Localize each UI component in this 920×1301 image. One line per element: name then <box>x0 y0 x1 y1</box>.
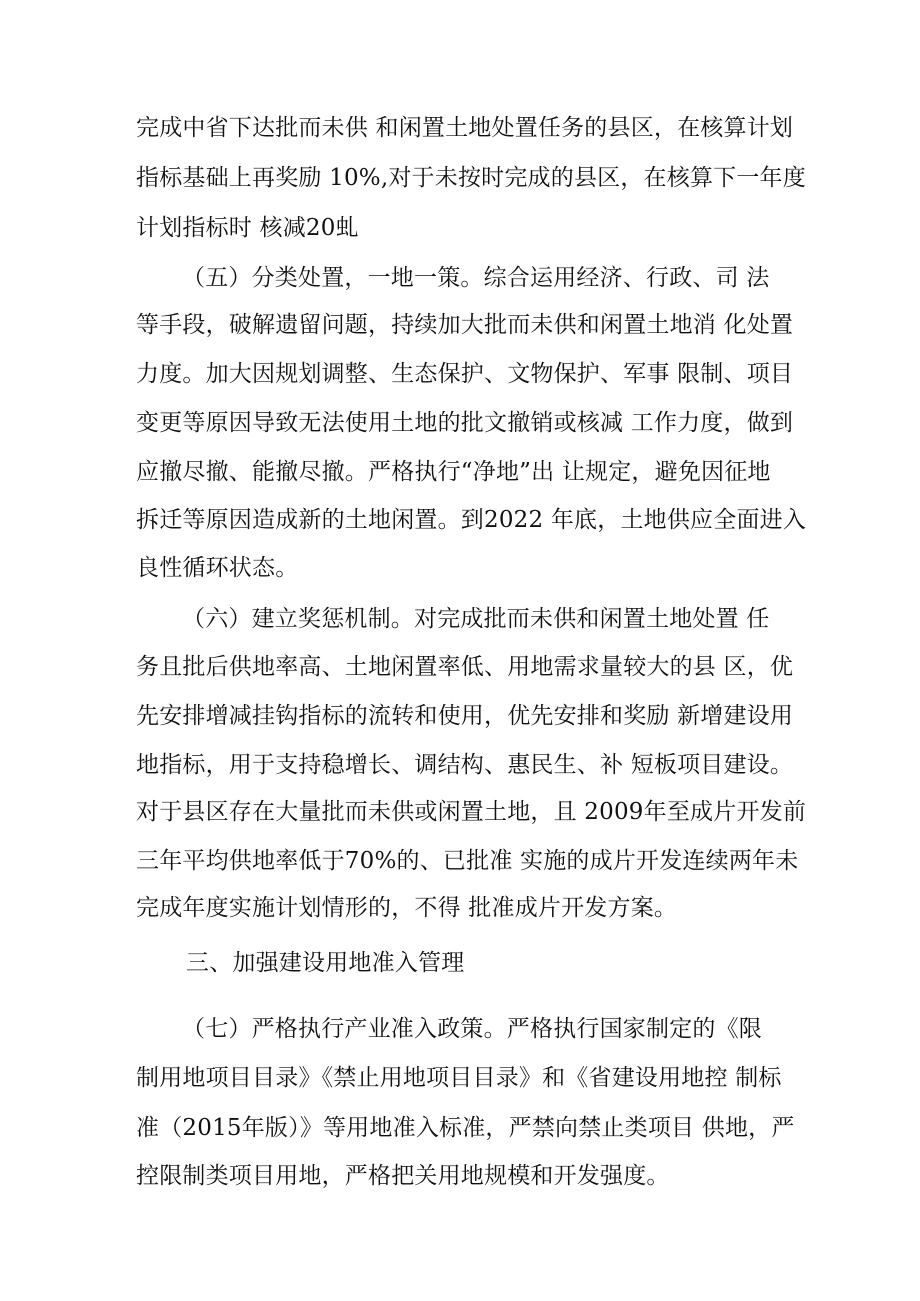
text-line-6: 力度。加大因规划调整、生态保护、文物保护、军事 限制、项目 <box>136 361 794 387</box>
text-line-9: 拆迁等原因造成新的土地闲置。到2022 年底，土地供应全面进入 <box>136 507 807 533</box>
text-line-20: 制用地项目目录》《禁止用地项目目录》和《省建设用地控 制标 <box>136 1065 782 1091</box>
text-line-21: 准（2015年版）》等用地准入标准，严禁向禁止类项目 供地，严 <box>136 1115 795 1141</box>
text-line-7: 变更等原因导致无法使用土地的批文撤销或核减 工作力度，做到 <box>136 410 794 436</box>
text-line-13: 先安排增减挂钩指标的流转和使用，优先安排和奖励 新增建设用 <box>136 703 794 729</box>
text-line-15: 对于县区存在大量批而未供或闲置土地，且 2009年至成片开发前 <box>136 799 807 825</box>
text-line-16: 三年平均供地率低于70%的、已批准 实施的成片开发连续两年未 <box>136 848 799 874</box>
text-line-10: 良性循环状态。 <box>136 555 299 581</box>
text-line-3: 计划指标时 核减20虬 <box>136 215 359 241</box>
text-line-14: 地指标，用于支持稳增长、调结构、惠民生、补 短板项目建设。 <box>136 752 794 778</box>
text-line-8: 应撤尽撤、能撤尽撤。严格执行“净地”出 让规定，避免因征地 <box>136 459 771 485</box>
text-line-17: 完成年度实施计划情形的，不得 批准成片开发方案。 <box>136 895 678 921</box>
text-line-1: 完成中省下达批而未供 和闲置土地处置任务的县区，在核算计划 <box>136 115 794 141</box>
text-line-2: 指标基础上再奖励 10%,对于未按时完成的县区，在核算下一年度 <box>136 165 806 191</box>
paragraph-5-heading-line: （五）分类处置，一地一策。综合运用经济、行政、司 法 <box>182 265 770 291</box>
paragraph-7-heading-line: （七）严格执行产业准入政策。严格执行国家制定的《限 <box>182 1016 762 1042</box>
section-3-heading: 三、加强建设用地准入管理 <box>186 950 465 976</box>
text-line-12: 务且批后供地率高、土地闲置率低、用地需求量较大的县 区，优 <box>136 654 794 680</box>
text-line-22: 控限制类项目用地，严格把关用地规模和开发强度。 <box>136 1163 670 1189</box>
text-line-5: 等手段，破解遗留问题，持续加大批而未供和闲置土地消 化处置 <box>136 312 794 338</box>
paragraph-6-heading-line: （六）建立奖惩机制。对完成批而未供和闲置土地处置 任 <box>182 606 770 632</box>
